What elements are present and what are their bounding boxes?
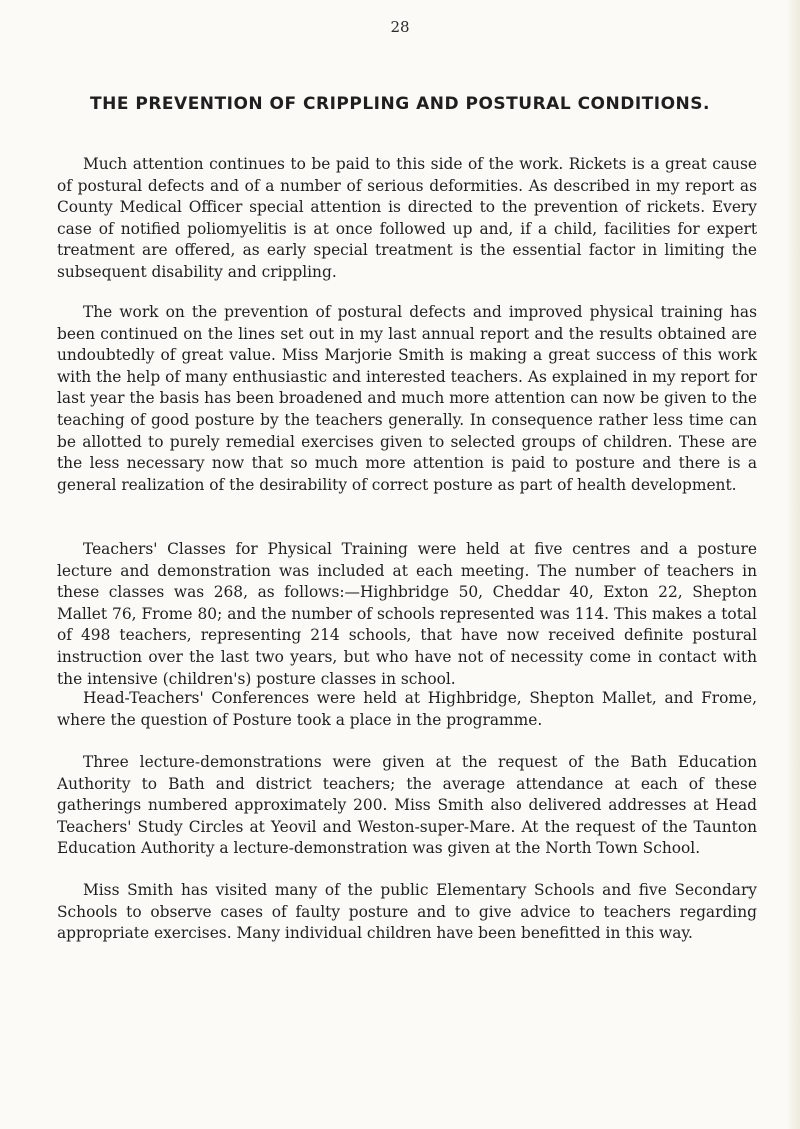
page-number: 28	[390, 18, 410, 36]
page-edge-shadow	[786, 0, 800, 1129]
paragraph-postural-defects: The work on the prevention of postural defects and improved physical training has been continued on the lines set out in my last annual report and the results obtained are undoubtedly of great value. Miss Marjorie Smith is making a great success of this work with the help of many enthusiastic and interested teachers. As explained in my report for last year the basis has been broadened and much more attention can now be given to the teaching of good posture by the teachers generally. In consequence rather less time can be allotted to purely remedial exercises given to selected groups of children. These are the less necessary now that so much more attention is paid to posture and there is a general realization of the desirability of correct posture as part of health development.	[57, 303, 757, 494]
paragraph-lecture-demonstrations: Three lecture-demonstrations were given at the request of the Bath Education Authority to Bath and district teachers; the average attendance at each of these gatherings numbered approximately 200. Miss Smith also delivered addresses at Head Teachers' Study Circles at Yeovil and Weston-super-Mare. At the request of the Taunton Education Authority a lecture-demonstration was given at the North Town School.	[57, 753, 757, 858]
page-title: THE PREVENTION OF CRIPPLING AND POSTURAL CONDITIONS.	[90, 94, 710, 114]
paragraph-head-teachers-conferences: Head-Teachers' Conferences were held at Highbridge, Shepton Mallet, and Frome, where the question of Posture took a place in the programme.	[57, 689, 757, 729]
paragraph-rickets: Much attention continues to be paid to this side of the work. Rickets is a great cause of postural defects and of a number of serious deformities. As described in my report as County Medical Officer special attention is directed to the prevention of rickets. Every case of notified poliomyelitis is at once followed up and, if a child, facilities for expert treatment are offered, as early special treatment is the essential factor in limiting the subsequent disability and crippling.	[57, 155, 757, 281]
paragraph-school-visits: Miss Smith has visited many of the public Elementary Schools and five Secondary Schools to observe cases of faulty posture and to give advice to teachers regarding appropriate exercises. Many individual children have been benefitted in this way.	[57, 881, 757, 943]
paragraph-teachers-classes: Teachers' Classes for Physical Training were held at five centres and a posture lecture and demonstration was included at each meeting. The number of teachers in these classes was 268, as follows:—Highbridge 50, Cheddar 40, Exton 22, Shepton Mallet 76, Frome 80; and the number of schools represented was 114. This makes a total of 498 teachers, representing 214 schools, that have now received definite postural instruction over the last two years, but who have not of necessity come in contact with the intensive (children's) posture classes in school.	[57, 540, 757, 688]
